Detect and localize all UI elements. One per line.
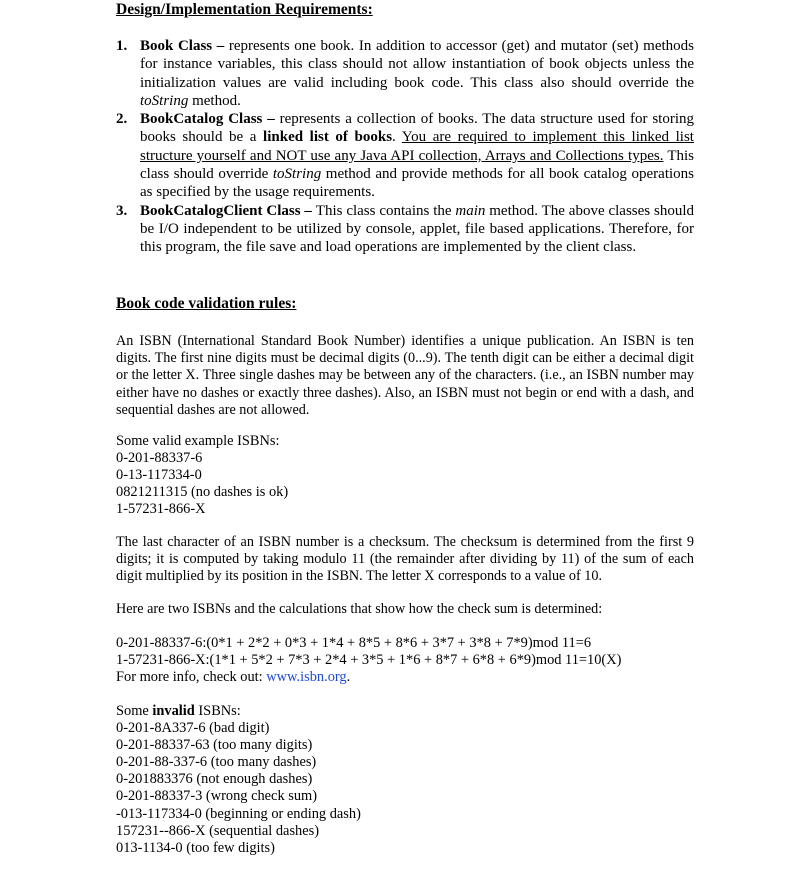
isbn-website-link[interactable]: www.isbn.org [266,669,347,686]
underlined-note: You are required to implement this linked list structure yourself and NOT use any Java API collection, Arrays and Collections types. [140,129,694,164]
list-item: 0-201-88-337-6 (too many dashes) [116,754,317,771]
list-item: 0-201-88337-63 (too many digits) [116,737,313,754]
calc-intro: Here are two ISBNs and the calculations that show how the check sum is determined: [116,601,603,617]
calculation-line: 1-57231-866-X:(1*1 + 5*2 + 7*3 + 2*4 + 3*5 + 1*6 + 8*7 + 6*8 + 6*9)mod 11=10(X) [116,652,622,669]
requirement-item-client-class: 3. BookCatalogClient Class – This class contains the main method. The above classes should be I/O independent to be utilized by console, applet, file based applications. Therefore, for this program, the file save and load operations are implemented by the client class. [116,202,694,256]
requirement-item-book-class: 1. Book Class – represents one book. In addition to accessor (get) and mutator (set) methods for instance variables, this class should not allow instantiation of book objects unless the initialization values are valid including book code. This class also should override the toString method. [116,38,694,109]
more-info-line: For more info, check out: www.isbn.org. [116,669,351,686]
isbn-intro-paragraph: An ISBN (International Standard Book Number) identifies a unique publication. An ISBN is ten digits. The first nine digits must be decimal digits (0...9). The tenth digit can be either a decimal digit or the letter X. Three single dashes may be between any of the characters. (i.e., an ISBN number may either have no dashes or exactly three dashes). Also, an ISBN must not begin or end with a dash, and sequential dashes are not allowed. [116,333,694,418]
list-item: 1-57231-866-X [116,501,206,518]
requirements-heading: Design/Implementation Requirements: [116,1,373,18]
list-item: 0-201-88337-6 [116,450,203,467]
calculations-block [116,635,621,686]
item-title: BookCatalogClient Class [140,202,301,219]
list-item: -013-117334-0 (beginning or ending dash) [116,805,361,822]
list-item: 013-1134-0 (too few digits) [116,839,275,856]
list-item: 0-13-117334-0 [116,467,202,484]
item-title: BookCatalog Class [140,111,263,128]
valid-examples-heading: Some valid example ISBNs: [116,433,280,449]
item-number: 1. [116,38,128,54]
invalid-examples-block [116,703,361,857]
validation-rules-heading: Book code validation rules: [116,295,297,312]
requirements-list [116,37,694,257]
item-title: Book Class [140,38,213,54]
valid-examples-block [116,433,288,518]
list-item: 157231--866-X (sequential dashes) [116,822,320,839]
list-item: 0-201-8A337-6 (bad digit) [116,720,270,737]
list-item: 0821211315 (no dashes is ok) [116,484,289,501]
checksum-paragraph: The last character of an ISBN number is a checksum. The checksum is determined from the first 9 digits; it is computed by taking modulo 11 (the remainder after dividing by 11) of the sum of each digit multiplied by its position in the ISBN. The letter X corresponds to a value of 10. [116,534,694,585]
list-item: 0-201883376 (not enough dashes) [116,771,313,788]
requirement-item-bookcatalog-class: 2. BookCatalog Class – represents a collection of books. The data structure used for storing books should be a linked list of books. You are required to implement this linked list structure yourself and NOT use any Java API collection, Arrays and Collections types. This class should override toString method and provide methods for all book catalog operations as specified by the usage requirements. [116,111,694,201]
calculation-line: 0-201-88337-6:(0*1 + 2*2 + 0*3 + 1*4 + 8*5 + 8*6 + 3*7 + 3*8 + 7*9)mod 11=6 [116,635,592,651]
item-number: 2. [116,111,128,128]
invalid-examples-heading: Some invalid ISBNs: [116,703,241,719]
list-item: 0-201-88337-3 (wrong check sum) [116,788,318,805]
item-number: 3. [116,202,128,219]
